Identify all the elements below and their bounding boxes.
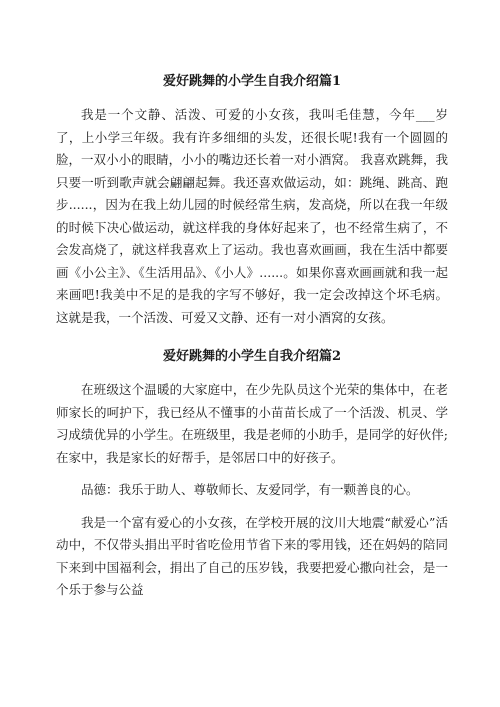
section-1-body [56, 104, 448, 329]
section-1-title: 爱好跳舞的小学生自我介绍篇1 [162, 74, 342, 89]
section-2-paragraph-2: 品德：我乐于助人、尊敬师长、友爱同学，有一颗善良的心。 [81, 482, 419, 497]
section-2-paragraph-1: 在班级这个温暖的大家庭中，在少先队员这个光荣的集体中，在老师家长的呵护下，我已经从不懂事的小苗苗长成了一个活泼、机灵、学习成绩优异的小学生。在班级里，我是老师的小助手，是同学的好伙伴;在家中，我是家长的好帮手，是邻居口中的好孩子。 [56, 382, 448, 465]
section-2-body [56, 379, 448, 602]
section-2-title: 爱好跳舞的小学生自我介绍篇2 [162, 349, 342, 364]
section-1-paragraph-1: 我是一个文静、活泼、可爱的小女孩，我叫毛佳慧，今年___岁了，上小学三年级。我有许多细细的头发，还很长呢!我有一个圆圆的脸，一双小小的眼睛，小小的嘴边还长着一对小酒窝。 我喜欢跳舞，我只要一听到歌声就会翩翩起舞。我还喜欢做运动，如：跳绳、跳高、跑步......，因为在我上幼儿园的时候经常生病，发高烧，所以在我一年级的时候下决心做运动，就这样我的身体好起来了，也不经常生病了，不会发高烧了，就这样我喜欢上了运动。我也喜欢画画，我在生活中都要画《小公主》、《生活用品》、《小人》......。如果你喜欢画画就和我一起来画吧!我美中不足的是我的字写不够好，我一定会改掉这个坏毛病。 这就是我，一个活泼、可爱又文静、还有一对小酒窝的女孩。 [56, 107, 448, 325]
section-2-paragraph-3: 我是一个富有爱心的小女孩，在学校开展的汶川大地震“献爱心”活动中，不仅带头捐出平时省吃俭用节省下来的零用钱，还在妈妈的陪同下来到中国福利会，捐出了自己的压岁钱，我要把爱心撒向社会，是一个乐于参与公益 [56, 514, 448, 597]
